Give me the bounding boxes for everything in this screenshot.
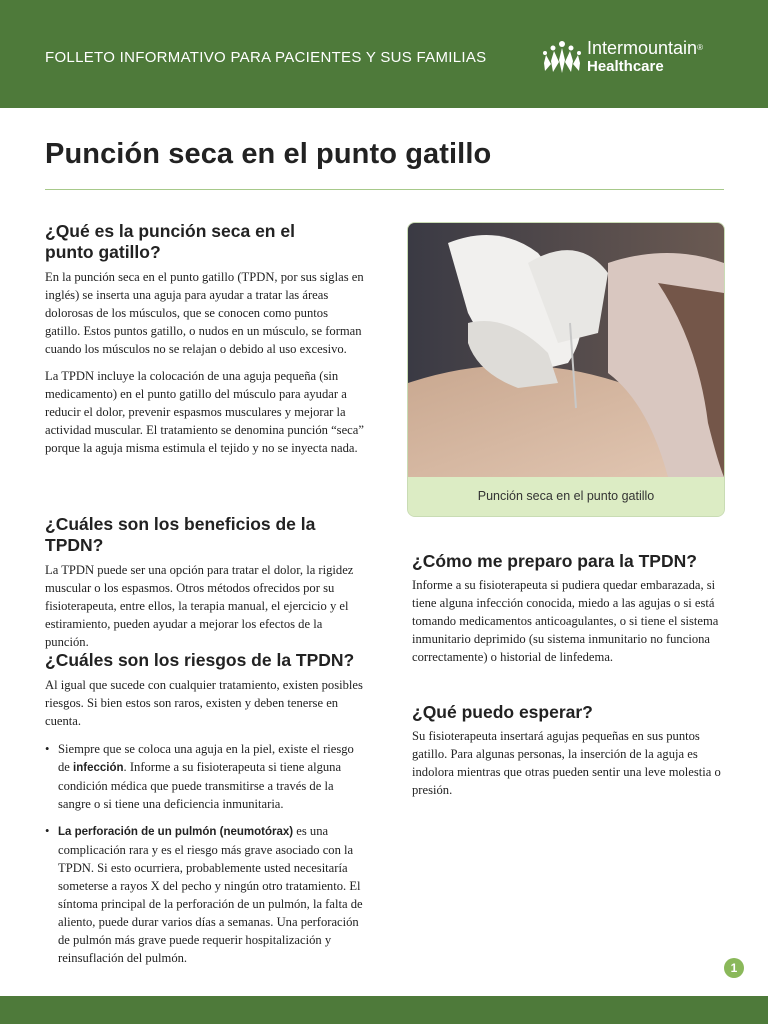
section-risks-heading: ¿Cuáles son los riesgos de la TPDN? [45, 650, 355, 670]
risk-item-infection: • Siempre que se coloca una aguja en la piel, existe el riesgo de infección. Informe a su fisioterapeuta si tiene alguna condición médica que puede transmitirse a través de la sangre o si tiene una deficiencia inmunitaria. [45, 740, 363, 813]
section-risks-paragraph: Al igual que sucede con cualquier tratamiento, existen posibles riesgos. Si bien estos son raros, existen y deben tenerse en cuenta. [45, 678, 363, 728]
page-title: Punción seca en el punto gatillo [45, 138, 492, 170]
header-band [0, 0, 768, 108]
risks-list [45, 740, 363, 967]
header-title: FOLLETO INFORMATIVO PARA PACIENTES Y SUS FAMILIAS [45, 49, 487, 66]
footer-band [0, 996, 768, 1024]
dry-needling-photo [408, 223, 724, 477]
section-expect [412, 702, 722, 799]
section-what-heading: ¿Qué es la punción seca en el punto gatillo? [45, 221, 295, 262]
section-prepare-heading: ¿Cómo me preparo para la TPDN? [412, 551, 697, 571]
risk-pneumothorax-term: La perforación de un pulmón (neumotórax) [58, 826, 294, 838]
title-divider [45, 189, 724, 190]
section-what-paragraph-1: En la punción seca en el punto gatillo (TPDN, por sus siglas en inglés) se inserta una aguja para ayudar a tratar las áreas dolorosas de los músculos, que se conocen como puntos gatillo. Estos puntos gatillo, o nudos en un músculo, se forman cuando los músculos no se relajan o debido al uso excesivo. [45, 270, 364, 356]
logo-name: Intermountain® [587, 38, 703, 58]
page-number-badge: 1 [724, 958, 744, 978]
risk-item-pneumothorax: • La perforación de un pulmón (neumotórax) es una complicación rara y es el riesgo más grave asociado con la TPDN. Si esto ocurriera, probablemente usted necesitaría someterse a rayos X del pecho y ningún otro tratamiento. El síntoma principal de la perforación de un pulmón, la falta de aliento, puede durar varios días a semanas. Una perforación de pulmón más grave puede requerir hospitalización y reinsuflación del pulmón. [45, 822, 363, 967]
logo-registered-mark: ® [697, 43, 703, 52]
section-prepare-paragraph: Informe a su fisioterapeuta si pudiera quedar embarazada, si tiene alguna infección conocida, miedo a las agujas o si está tomando medicamentos anticoagulantes, o si tiene el sistema inmunitario deprimido (su sistema inmunitario no funciona correctamente) o historial de linfedema. [412, 578, 719, 664]
photo-card [407, 222, 725, 517]
section-benefits-paragraph: La TPDN puede ser una opción para tratar el dolor, la rigidez muscular o los espasmos. Otros métodos ofrecidos por su fisioterapeuta, entre ellos, la terapia manual, el ejercicio y el estiramiento, pueden ayudar a mejorar los efectos de la punción. [45, 563, 354, 649]
section-prepare [412, 551, 722, 666]
section-expect-paragraph: Su fisioterapeuta insertará agujas pequeñas en sus puntos gatillo. Para algunas personas, la inserción de la aguja es indolora mientras que otras pueden sentir una leve molestia o presión. [412, 729, 721, 797]
section-what-paragraph-2: La TPDN incluye la colocación de una aguja pequeña (sin medicamento) en el punto gatillo del músculo para ayudar a reducir el dolor, prevenir espasmos musculares y mejorar la actividad muscular. El tratamiento se denomina punción “seca” porque la aguja misma estimula el tejido y no se inyecta nada. [45, 369, 364, 455]
section-benefits [45, 514, 365, 651]
intermountain-people-icon [541, 40, 583, 74]
photo-caption: Punción seca en el punto gatillo [408, 477, 724, 516]
section-expect-heading: ¿Qué puedo esperar? [412, 702, 593, 722]
section-benefits-heading: ¿Cuáles son los beneficios de la TPDN? [45, 514, 316, 555]
photo-illustration [408, 223, 724, 477]
logo-subtitle: Healthcare [587, 58, 664, 75]
section-risks [45, 650, 363, 967]
risk-infection-term: infección [73, 762, 124, 774]
intermountain-logo [541, 38, 741, 78]
section-what [45, 221, 365, 457]
